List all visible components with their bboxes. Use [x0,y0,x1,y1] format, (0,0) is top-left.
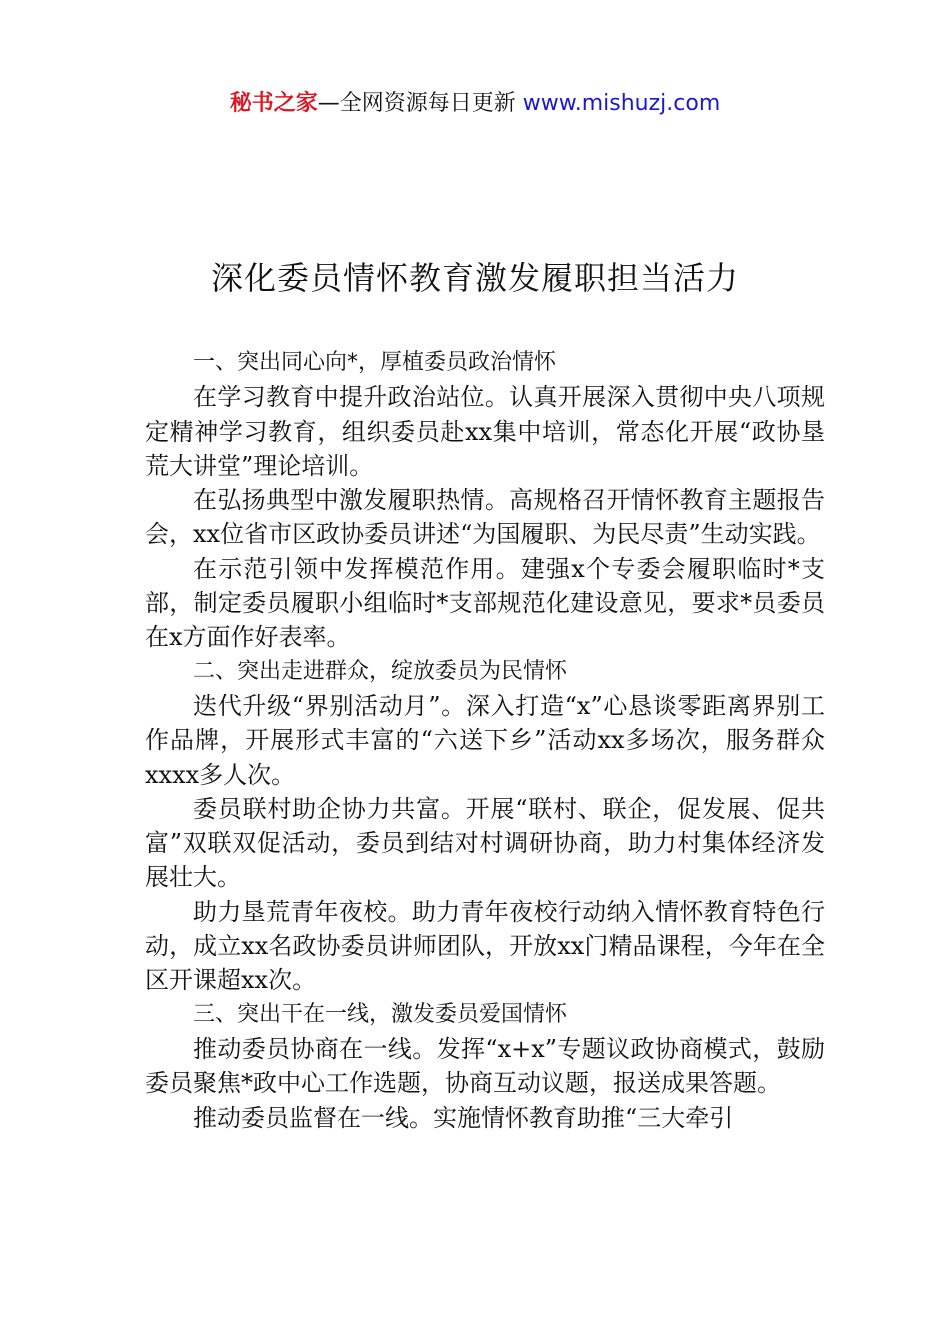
paragraph: 推动委员监督在一线。实施情怀教育助推“三大牵引 [193,1103,734,1132]
site-tagline: —全网资源每日更新 [317,91,523,116]
site-url-link[interactable]: www.mishuzj.com [522,91,721,116]
paragraph: 迭代升级“界别活动月”。深入打造“x”心恳谈零距离界别工作品牌，开展形式丰富的“六送下乡”活动xx多场次，服务群众xxxx多人次。 [145,691,825,789]
section-heading-3: 三、突出干在一线，激发委员爱国情怀 [193,1001,568,1027]
site-brand: 秘书之家 [229,91,318,116]
paragraph: 在弘扬典型中激发履职热情。高规格召开情怀教育主题报告会，xx位省市区政协委员讲述“为国履职、为民尽责”生动实践。 [145,486,825,549]
paragraph: 推动委员协商在一线。发挥“x+x”专题议政协商模式，鼓励委员聚焦*政中心工作选题，协商互动议题，报送成果答题。 [145,1034,825,1098]
paragraph: 委员联村助企协力共富。开展“联村、联企，促发展、促共富”双联双促活动，委员到结对村调研协商，助力村集体经济发展壮大。 [145,794,825,892]
document-title: 深化委员情怀教育激发履职担当活力 [210,259,739,297]
paragraph: 助力垦荒青年夜校。助力青年夜校行动纳入情怀教育特色行动，成立xx名政协委员讲师团队，开放xx门精品课程，今年在全区开课超xx次。 [145,897,825,995]
document-body [145,346,825,1135]
section-heading-1: 一、突出同心向*，厚植委员政治情怀 [193,350,557,375]
paragraph: 在学习教育中提升政治站位。认真开展深入贯彻中央八项规定精神学习教育，组织委员赴xx集中培训，常态化开展“政协垦荒大讲堂”理论培训。 [145,383,825,480]
site-header [0,88,950,120]
paragraph: 在示范引领中发挥模范作用。建强x个专委会履职临时*支部，制定委员履职小组临时*支部规范化建设意见，要求*员委员在x方面作好表率。 [145,554,825,652]
section-heading-2: 二、突出走进群众，绽放委员为民情怀 [193,658,568,684]
